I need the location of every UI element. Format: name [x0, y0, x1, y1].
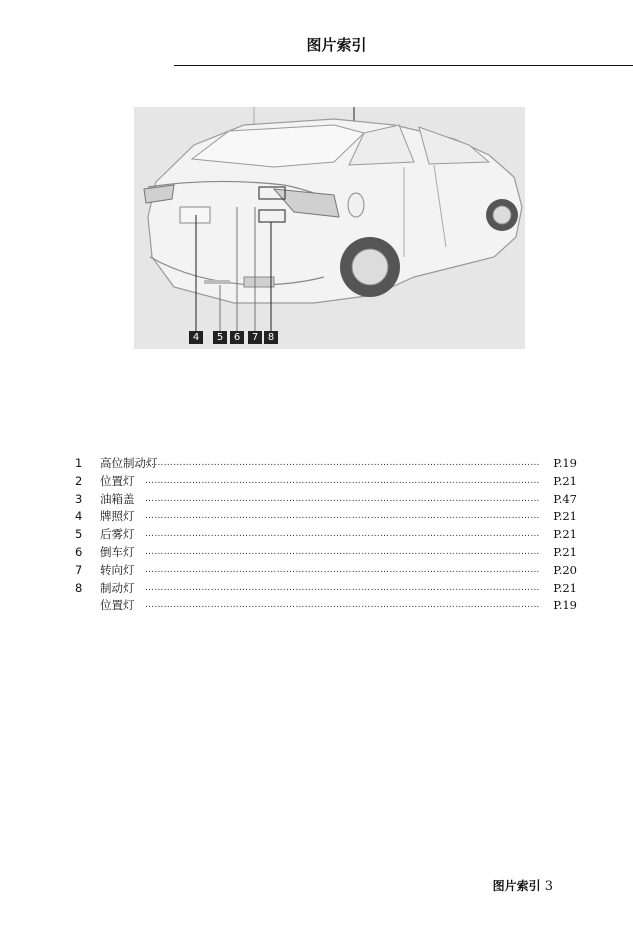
item-number: 8 [75, 580, 83, 595]
list-item [75, 508, 580, 526]
callout-8: 8 [264, 331, 278, 344]
item-page-link[interactable]: P.19 [553, 456, 577, 470]
item-number: 4 [75, 509, 83, 524]
item-page-link[interactable]: P.19 [553, 598, 577, 613]
car-drawing [134, 107, 525, 349]
leader-dots: ……………………………………………………………………………………………………………… [145, 582, 540, 593]
item-page-link[interactable]: P.21 [553, 544, 577, 559]
leader-dots: ……………………………………………………………………………………………………………… [145, 511, 540, 522]
header-rule [174, 65, 633, 66]
list-item [75, 562, 580, 580]
item-number: 7 [75, 562, 83, 577]
list-item [75, 526, 580, 544]
item-label: 制动灯 [100, 580, 135, 595]
item-label: 后雾灯 [100, 527, 135, 542]
footer-title: 图片索引 [492, 879, 541, 893]
leader-dots: ……………………………………………………………………………………………………………… [145, 458, 540, 468]
callout-7: 7 [248, 331, 262, 344]
list-item [75, 580, 580, 598]
item-page-link[interactable]: P.21 [553, 473, 577, 488]
item-label: 位置灯 [100, 598, 135, 613]
leader-dots: ……………………………………………………………………………………………………………… [145, 546, 540, 557]
item-page-link[interactable]: P.21 [553, 509, 577, 524]
callout-6: 6 [230, 331, 244, 344]
item-label: 位置灯 [100, 473, 135, 488]
item-number: 3 [75, 491, 83, 506]
list-item [75, 544, 580, 562]
page-title: 图片索引 [306, 36, 367, 54]
page-number: 3 [544, 879, 553, 894]
list-item [75, 597, 580, 615]
item-label: 油箱盖 [100, 491, 135, 506]
page-footer [493, 877, 553, 894]
item-page-link[interactable]: P.21 [553, 580, 577, 595]
item-page-link[interactable]: P.20 [553, 562, 577, 577]
item-number: 5 [75, 527, 83, 542]
list-item [75, 473, 580, 491]
leader-dots: ……………………………………………………………………………………………………………… [145, 475, 540, 486]
item-page-link[interactable]: P.47 [553, 491, 577, 506]
list-item [75, 491, 580, 509]
list-item [75, 455, 580, 473]
item-number: 1 [75, 456, 83, 470]
callout-4: 4 [189, 331, 203, 344]
item-number: 2 [75, 473, 83, 488]
leader-dots: ……………………………………………………………………………………………………………… [145, 529, 540, 540]
item-number: 6 [75, 544, 83, 559]
item-page-link[interactable]: P.21 [553, 527, 577, 542]
leader-dots: ……………………………………………………………………………………………………………… [145, 600, 540, 611]
car-rear-illustration [134, 107, 525, 349]
item-label: 牌照灯 [100, 509, 135, 524]
leader-dots: ……………………………………………………………………………………………………………… [145, 493, 540, 504]
item-label: 转向灯 [100, 562, 135, 577]
item-label: 高位制动灯 [100, 456, 158, 470]
index-list [75, 455, 580, 615]
item-label: 倒车灯 [100, 544, 135, 559]
leader-dots: ……………………………………………………………………………………………………………… [145, 564, 540, 575]
callout-5: 5 [213, 331, 227, 344]
